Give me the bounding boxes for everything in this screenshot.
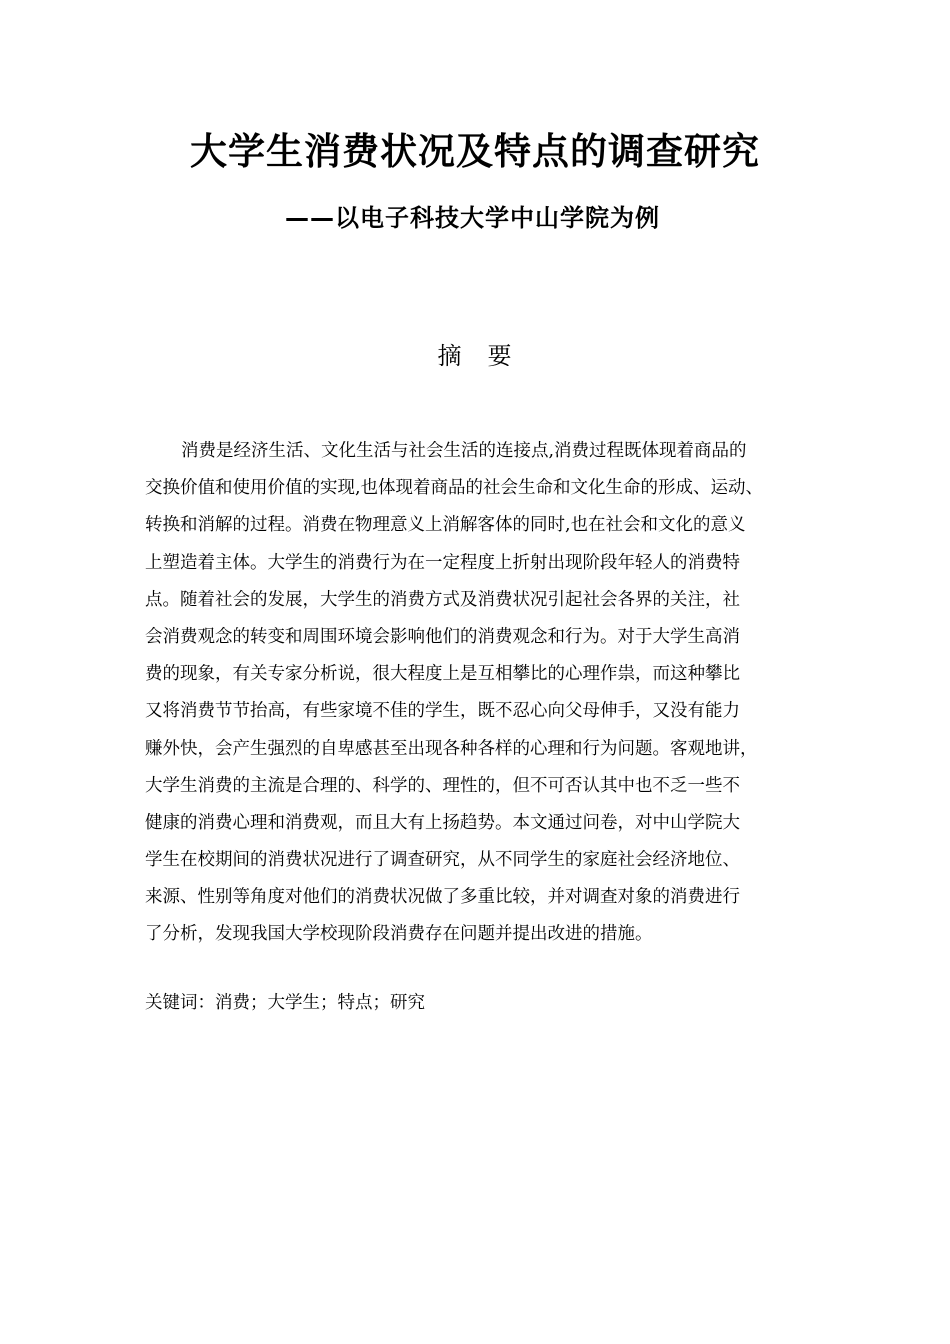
abstract-line: 学生在校期间的消费状况进行了调查研究，从不同学生的家庭社会经济地位、: [145, 850, 740, 871]
abstract-line: 费的现象，有关专家分析说，很大程度上是互相攀比的心理作祟，而这种攀比: [145, 664, 740, 685]
abstract-line: 又将消费节节抬高，有些家境不佳的学生，既不忍心向父母伸手，又没有能力: [145, 701, 740, 722]
abstract-line: 点。随着社会的发展，大学生的消费方式及消费状况引起社会各界的关注，社: [145, 589, 740, 610]
abstract-line: 上塑造着主体。大学生的消费行为在一定程度上折射出现阶段年轻人的消费特: [145, 552, 740, 573]
abstract-line: 了分析，发现我国大学校现阶段消费存在问题并提出改进的措施。: [145, 924, 653, 945]
abstract-line: 健康的消费心理和消费观，而且大有上扬趋势。本文通过问卷，对中山学院大: [145, 812, 740, 833]
abstract-line: 会消费观念的转变和周围环境会影响他们的消费观念和行为。对于大学生高消: [145, 626, 740, 647]
abstract-body: [145, 433, 815, 954]
document-subtitle: ——以电子科技大学中山学院为例: [285, 204, 660, 232]
abstract-line: 交换价值和使用价值的实现,也体现着商品的社会生命和文化生命的形成、运动、: [145, 478, 764, 499]
abstract-line: 大学生消费的主流是合理的、科学的、理性的，但不可否认其中也不乏一些不: [145, 775, 740, 796]
document-title: 大学生消费状况及特点的调查研究: [190, 130, 760, 173]
abstract-line: 消费是经济生活、文化生活与社会生活的连接点,消费过程既体现着商品的: [181, 441, 747, 461]
abstract-heading: 摘 要: [437, 342, 513, 370]
abstract-line: 赚外快，会产生强烈的自卑感甚至出现各种各样的心理和行为问题。客观地讲，: [145, 738, 758, 759]
keywords-line: 关键词：消费；大学生；特点；研究: [145, 993, 425, 1013]
abstract-line: 转换和消解的过程。消费在物理意义上消解客体的同时,也在社会和文化的意义: [145, 515, 746, 536]
abstract-line: 来源、性别等角度对他们的消费状况做了多重比较，并对调查对象的消费进行: [145, 887, 740, 908]
